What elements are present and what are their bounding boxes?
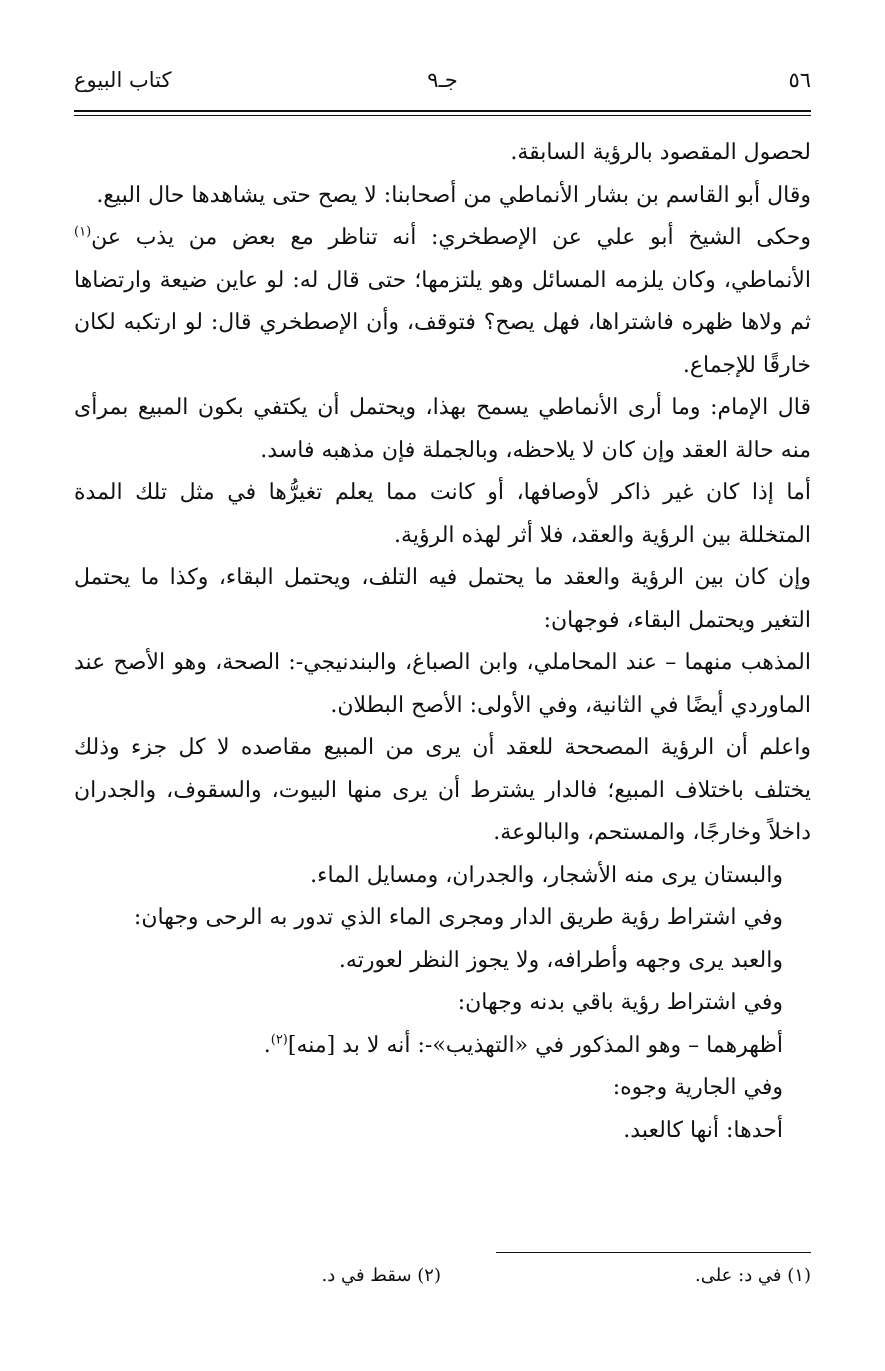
footnote-marker-1: (١) — [74, 224, 92, 240]
paragraph-2: وقال أبو القاسم بن بشار الأنماطي من أصحابنا: لا يصح حتى يشاهدها حال البيع. — [96, 182, 811, 208]
paragraph-5: أما إذا كان غير ذاكر لأوصافها، أو كانت مما يعلم تغيرُّها في مثل تلك المدة المتخللة بين الرؤية والعقد، فلا أثر لهذه الرؤية. — [74, 480, 811, 548]
paragraph-13-end: . — [263, 1032, 271, 1058]
footnote-2: (٢) سقط في د. — [321, 1265, 441, 1286]
paragraph-10: وفي اشتراط رؤية طريق الدار ومجرى الماء الذي تدور به الرحى وجهان: — [133, 905, 783, 930]
main-text — [74, 132, 811, 1152]
paragraph-15: أحدها: أنها كالعبد. — [623, 1117, 783, 1143]
paragraph-3 — [74, 217, 811, 387]
running-header — [74, 68, 811, 102]
paragraph-6: وإن كان بين الرؤية والعقد ما يحتمل فيه التلف، ويحتمل البقاء، وكذا ما يحتمل التغير ويحتمل البقاء، فوجهان: — [74, 565, 811, 633]
paragraph-13-start: أظهرهما – وهو المذكور في «التهذيب»-: أنه لا بد [منه] — [287, 1032, 783, 1058]
footnotes — [74, 1265, 811, 1295]
book-title: كتاب البيوع — [74, 68, 172, 92]
paragraph-14: وفي الجارية وجوه: — [612, 1075, 783, 1100]
header-rule-thick — [74, 110, 811, 112]
paragraph-12: وفي اشتراط رؤية باقي بدنه وجهان: — [457, 990, 783, 1015]
paragraph-3-start: وحكى الشيخ أبو علي عن الإصطخري: أنه تناظر مع بعض من يذب عن — [91, 225, 811, 250]
paragraph-13 — [74, 1025, 811, 1068]
footnote-separator — [496, 1252, 811, 1253]
paragraph-11: والعبد يرى وجهه وأطرافه، ولا يجوز النظر لعورته. — [338, 947, 783, 973]
paragraph-3-end: الأنماطي، وكان يلزمه المسائل وهو يلتزمها؛ حتى قال له: لو عاين ضيعة وارتضاها ثم ولاها ظهره فاشتراها، فهل يصح؟ فتوقف، وأن الإصطخري قال: لو ارتكبه لكان خارقًا للإجماع. — [74, 267, 811, 378]
footnote-marker-2: (٢) — [270, 1032, 288, 1048]
volume-label: جـ٩ — [427, 68, 458, 92]
paragraph-9: والبستان يرى منه الأشجار، والجدران، ومسايل الماء. — [310, 862, 783, 888]
paragraph-8: واعلم أن الرؤية المصححة للعقد أن يرى من المبيع مقاصده لا كل جزء وذلك يختلف باختلاف المبيع؛ فالدار يشترط أن يرى منها البيوت، والسقوف، والجدران داخلاً وخارجًا، والمستحم، والبالوعة. — [74, 735, 811, 845]
paragraph-4: قال الإمام: وما أرى الأنماطي يسمح بهذا، ويحتمل أن يكتفي بكون المبيع بمرأى منه حالة العقد وإن كان لا يلاحظه، وبالجملة فإن مذهبه فاسد. — [74, 395, 811, 463]
footnote-1: (١) في د: على. — [694, 1265, 811, 1286]
paragraph-7: المذهب منهما – عند المحاملي، وابن الصباغ، والبندنيجي-: الصحة، وهو الأصح عند الماوردي أيضًا في الثانية، وفي الأولى: الأصح البطلان. — [74, 650, 811, 718]
header-rule-thin — [74, 115, 811, 116]
page-number: ٥٦ — [788, 68, 811, 92]
paragraph-1: لحصول المقصود بالرؤية السابقة. — [510, 140, 811, 165]
